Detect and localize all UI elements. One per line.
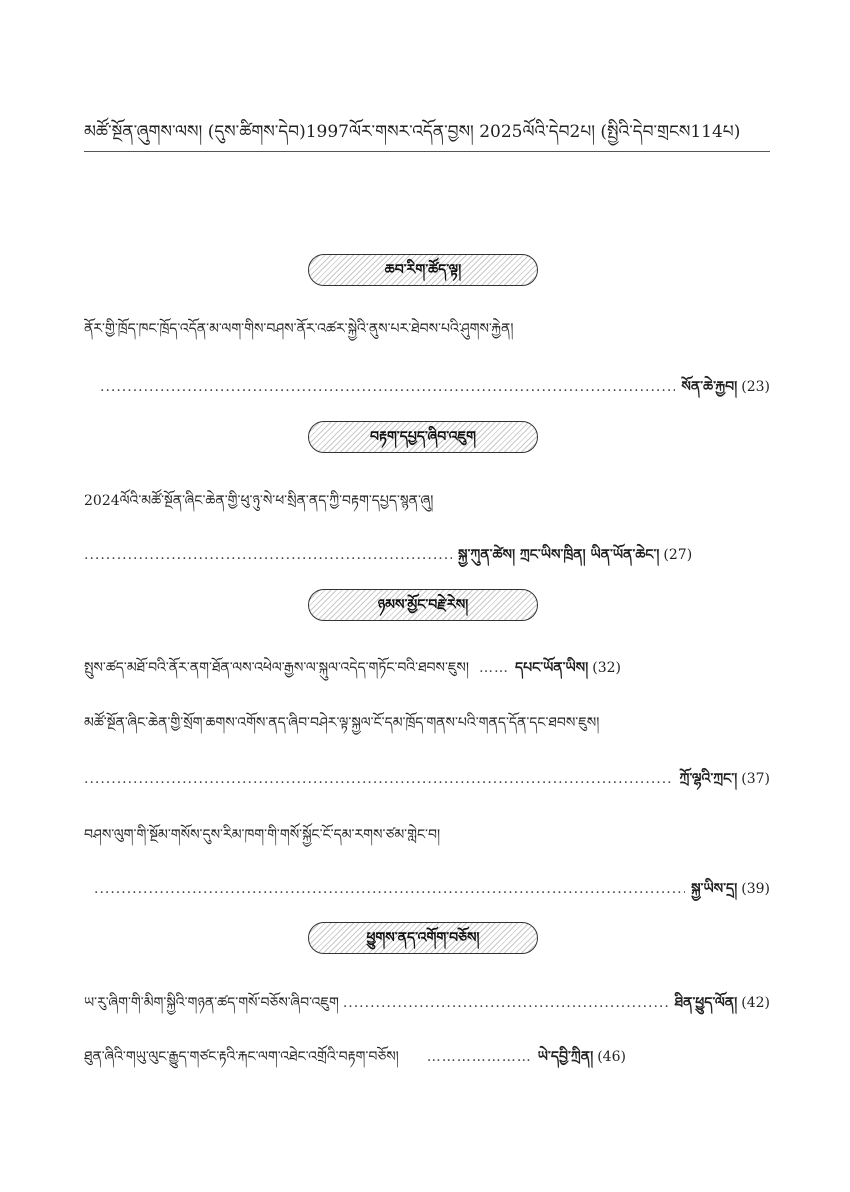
dot-leader: [84, 547, 452, 563]
article-page-number: (23): [741, 379, 770, 395]
article-page-number: (37): [741, 771, 770, 787]
article-title[interactable]: ཡ་རུ་ཞིག་གི་མིག་སྐྱིའི་གཉན་ཚད་གསོ་བཅོས་ཞིབ་འཇུག: [84, 995, 339, 1011]
section-heading: [308, 254, 538, 286]
section-heading: [308, 589, 538, 621]
toc-entry-line: [94, 872, 770, 912]
dot-leader: [343, 995, 669, 1011]
section-label: ཉམས་མྱོང་བརྗེ་རེས།: [377, 597, 469, 613]
article-title[interactable]: བཤས་ལུག་གི་སྔོམ་གསོས་དུས་རིམ་ཁག་གི་གསོ་སྐྱོང་ངོ་དམ་རགས་ཙམ་གླེང་བ།: [84, 827, 441, 843]
article-page-number: (39): [741, 881, 770, 897]
section-heading: [308, 421, 538, 453]
article-author: སྐྱ་ཡིས་དྲ།: [691, 881, 738, 897]
section-label: ཕྱུགས་ནད་འགོག་བཅོས།: [366, 930, 480, 946]
section-heading: [308, 922, 538, 954]
header-divider: [84, 151, 770, 152]
article-page-number: (27): [663, 547, 693, 563]
article-page-number: (32): [592, 660, 621, 676]
dot-leader: [94, 881, 685, 897]
article-title[interactable]: ནོར་གྱི་ཁྲོད་ཁང་ཁྲོད་འདོན་མ་ལག་གིས་བཤས་ནོར་འཚར་སྐྱེའི་ནུས་པར་ཐེབས་པའི་ཤུགས་རྐྱེན།: [84, 321, 514, 337]
dot-leader: [84, 771, 674, 787]
toc-entry-line: [84, 1040, 770, 1080]
article-author: ཀྲོ་ལྷའི་ཀྲང་།: [679, 771, 738, 787]
article-title[interactable]: ཐུན་ཞིའི་གཡུ་ལུང་རྒྱུད་གཙང་རྟའི་རྐང་ལག་འཐེང་འགྲོའི་བརྟག་བཅོས།: [84, 1049, 399, 1065]
article-author: ཐིན་ཕྱུད་ལོན།: [674, 995, 738, 1011]
toc-entry-line: [100, 370, 770, 410]
section-label: བརྟག་དཔྱད་ཞིབ་འཇུག: [370, 429, 476, 445]
section-label: ཆབ་རིག་ཚོད་ལྟ།: [384, 262, 462, 278]
article-author: སོན་ཆེ་རྐྱབ།: [681, 379, 738, 395]
article-author: དཔང་ཡོན་ཡིས།: [515, 660, 589, 676]
article-title[interactable]: མཚོ་སྔོན་ཞིང་ཆེན་གྱི་སྲོག་ཆགས་འགོས་ནད་ཞིབ་བཤེར་ལྟ་སྐྱལ་ངོ་དམ་ཁྲོད་གནས་པའི་གནད་དོན་དང་ཐབས་ཇུས།: [84, 715, 600, 731]
toc-entry-line: [84, 538, 770, 578]
article-author: ཡེ་དབྱི་ཀྲིན།: [537, 1049, 594, 1065]
article-title[interactable]: སྤུས་ཚད་མཐོ་བའི་ནོར་ནག་ཐོན་ལས་འཕེལ་རྒྱས་ལ་སྐུལ་འདེད་གཏོང་བའི་ཐབས་ཇུས།: [84, 660, 469, 676]
dot-leader: [100, 379, 675, 395]
journal-header: མཚོ་སྔོན་ཞུགས་ལས། (དུས་ཚིགས་དེབ)1997ལོར་གསར་འདོན་བྱས། 2025ལོའི་དེབ2པ། (སྤྱིའི་དེབ་གྲངས114པ): [84, 122, 741, 142]
article-page-number: (46): [597, 1049, 626, 1065]
article-page-number: (42): [741, 995, 770, 1011]
dot-leader: …………………: [426, 1049, 532, 1065]
toc-entry-line: [84, 651, 621, 691]
article-title[interactable]: 2024ལོའི་མཚོ་སྔོན་ཞིང་ཆེན་གྱི་ཕུ་ཉུ་སེ་ཕ་སྲིན་ནད་ཀྱི་བརྟག་དཔྱད་སྙན་ཞུ།: [84, 493, 434, 509]
toc-entry-line: [84, 762, 770, 802]
dot-leader: ……: [479, 660, 509, 676]
article-author: སྐྱ་ཀུན་ཚེས། ཀྲང་ཡིས་ཁྲིན། ཡིན་ཡོན་ཆེང་།: [458, 547, 660, 563]
toc-entry-line: [84, 986, 770, 1026]
